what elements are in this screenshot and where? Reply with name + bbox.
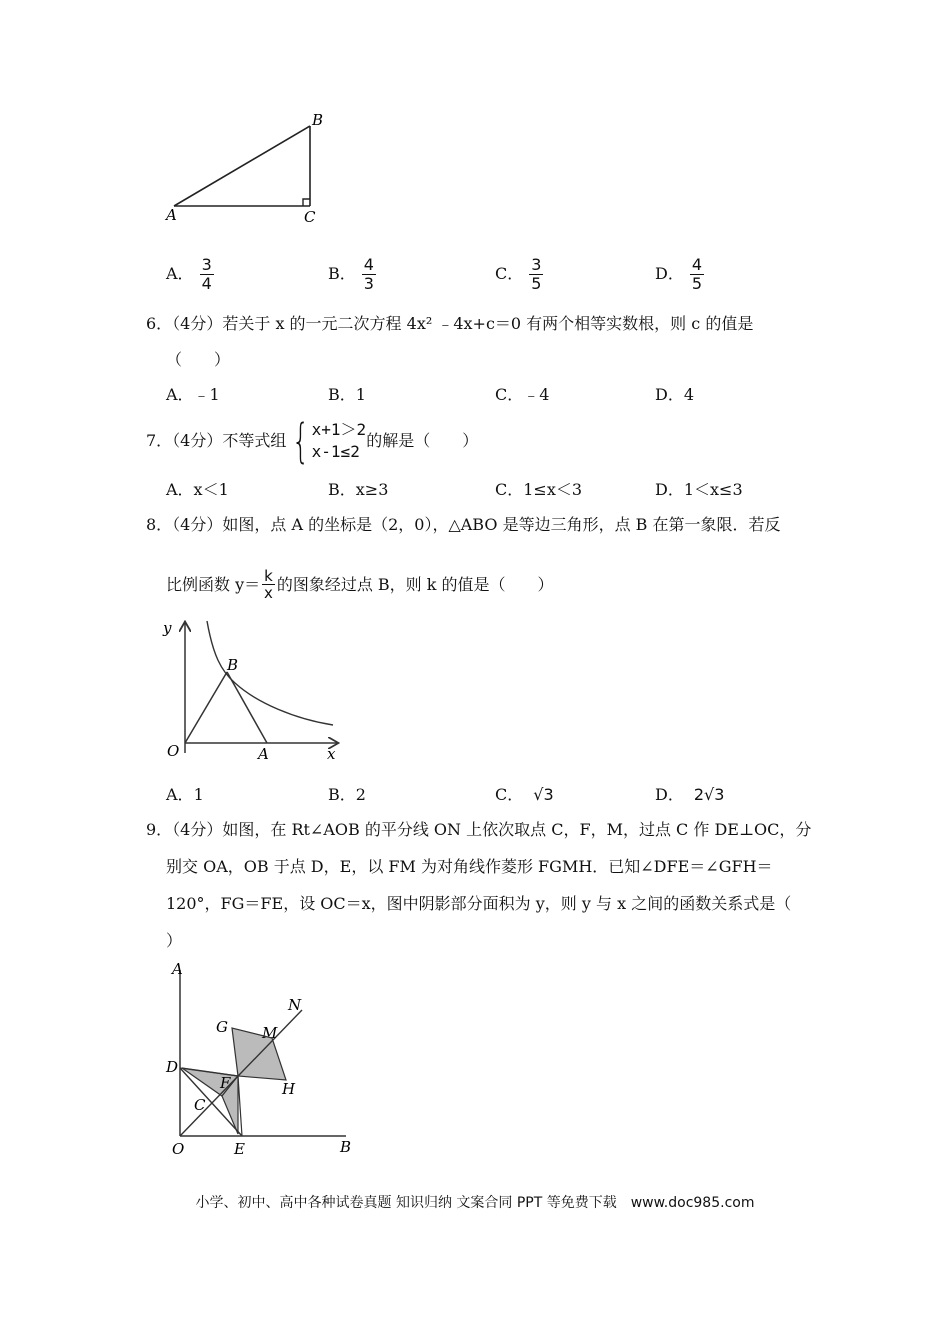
q7-option-c[interactable]: C．1≤x＜3 bbox=[495, 480, 583, 499]
q9-label-c: C bbox=[194, 1096, 206, 1114]
q9-label-a: A bbox=[172, 960, 183, 978]
q5-option-c[interactable] bbox=[495, 256, 543, 293]
q8-coordinate-figure bbox=[155, 615, 345, 765]
q9-rhombus-figure bbox=[160, 958, 360, 1158]
q9-label-d: D bbox=[166, 1058, 179, 1076]
q8-label-b: B bbox=[227, 656, 239, 674]
page-footer: 小学、初中、高中各种试卷真题 知识归纳 文案合同 PPT 等免费下载 www.doc985.com bbox=[195, 1195, 755, 1211]
q8-option-d[interactable] bbox=[655, 784, 724, 806]
q6-option-b[interactable]: B．1 bbox=[328, 385, 366, 404]
q5-option-c-letter: C． bbox=[495, 264, 524, 283]
q8-option-b-letter: B． bbox=[328, 785, 356, 804]
q8-option-a-letter: A． bbox=[166, 785, 194, 804]
q5-option-b-fraction: $\frac{4}{3}$ bbox=[363, 255, 374, 293]
q8-option-a[interactable] bbox=[166, 784, 204, 806]
q8-label-x: x bbox=[327, 745, 336, 763]
q6-question-line2: （ ） bbox=[166, 350, 231, 369]
q8-option-b[interactable] bbox=[328, 784, 366, 806]
q9-label-e: E bbox=[234, 1140, 245, 1158]
q9-label-b: B bbox=[340, 1138, 352, 1156]
q9-question-line2: 别交 OA，OB 于点 D，E，以 FM 为对角线作菱形 FGMH．已知∠DFE＝∠GFH＝ bbox=[166, 857, 773, 876]
q9-label-f: F bbox=[220, 1074, 231, 1092]
q5-option-a[interactable] bbox=[166, 256, 214, 293]
q9-question-line3: 120°，FG＝FE，设 OC＝x，图中阴影部分面积为 y，则 y 与 x 之间的函数关系式是（ bbox=[166, 894, 792, 913]
q6-option-a[interactable]: A．﹣1 bbox=[166, 385, 220, 404]
q9-label-o: O bbox=[172, 1140, 185, 1158]
q9-question-line1: 9．（4分）如图，在 Rt∠AOB 的平分线 ON 上依次取点 C，F，M，过点 C 作 DE⊥OC，分 bbox=[146, 820, 812, 839]
q7-question bbox=[146, 414, 479, 468]
q8-option-c-letter: C． bbox=[495, 785, 524, 804]
q8-option-d-value: 2√3 bbox=[693, 785, 725, 804]
q5-option-d-fraction: $\frac{4}{5}$ bbox=[691, 255, 703, 293]
q7-inequality-system bbox=[286, 414, 367, 468]
q8-option-c-value: √3 bbox=[533, 785, 554, 804]
q6-option-d[interactable]: D．4 bbox=[655, 385, 695, 404]
q5-triangle-figure bbox=[160, 108, 340, 228]
q8-option-a-value: 1 bbox=[193, 785, 204, 804]
q5-label-a: A bbox=[166, 206, 177, 224]
q7-option-b[interactable]: B．x≥3 bbox=[328, 480, 389, 499]
q6-question-line1: 6．（4分）若关于 x 的一元二次方程 4x² ﹣4x+c＝0 有两个相等实数根，则 c 的值是 bbox=[146, 314, 754, 333]
q5-label-b: B bbox=[312, 111, 324, 129]
q7-suffix: 的解是（ ） bbox=[366, 431, 479, 450]
q5-label-c: C bbox=[304, 208, 316, 226]
q8-label-o: O bbox=[167, 742, 180, 760]
q8-label-y: y bbox=[163, 619, 172, 637]
q7-inequality-1: x+1＞2 bbox=[311, 420, 367, 439]
q9-label-h: H bbox=[282, 1080, 296, 1098]
q5-option-a-fraction: $\frac{3}{4}$ bbox=[201, 255, 212, 293]
q5-option-b[interactable] bbox=[328, 256, 376, 293]
q7-prefix: 7．（4分）不等式组 bbox=[146, 431, 287, 450]
q7-brace: { bbox=[292, 414, 310, 468]
q6-option-c[interactable]: C．﹣4 bbox=[495, 385, 550, 404]
q8-option-d-letter: D． bbox=[655, 785, 684, 804]
q8-question-line2 bbox=[166, 568, 554, 601]
q5-option-a-letter: A． bbox=[166, 264, 194, 283]
q9-question-line4: ） bbox=[166, 931, 183, 950]
q5-option-d[interactable] bbox=[655, 256, 704, 293]
q8-option-b-value: 2 bbox=[355, 785, 366, 804]
q8-line2-suffix: 的图象经过点 B，则 k 的值是（ ） bbox=[276, 574, 554, 594]
q9-label-m: M bbox=[262, 1024, 278, 1042]
q7-option-d[interactable]: D．1＜x≤3 bbox=[655, 480, 743, 499]
q7-inequality-2: x-1≤2 bbox=[311, 442, 360, 461]
q7-option-a[interactable]: A．x＜1 bbox=[166, 480, 229, 499]
q9-label-g: G bbox=[216, 1018, 228, 1036]
q5-option-c-fraction: $\frac{3}{5}$ bbox=[531, 255, 542, 293]
q8-line2-prefix: 比例函数 y＝ bbox=[166, 574, 261, 594]
q8-label-a: A bbox=[258, 745, 269, 763]
q5-option-d-letter: D． bbox=[655, 264, 684, 283]
q8-option-c[interactable] bbox=[495, 784, 554, 806]
q8-question-line1: 8．（4分）如图，点 A 的坐标是（2，0），△ABO 是等边三角形，点 B 在第一象限．若反 bbox=[146, 515, 781, 534]
q9-label-n: N bbox=[288, 996, 302, 1014]
q5-option-b-letter: B． bbox=[328, 264, 356, 283]
q8-k-over-x-fraction: $\frac{k}{x}$ bbox=[264, 567, 273, 602]
